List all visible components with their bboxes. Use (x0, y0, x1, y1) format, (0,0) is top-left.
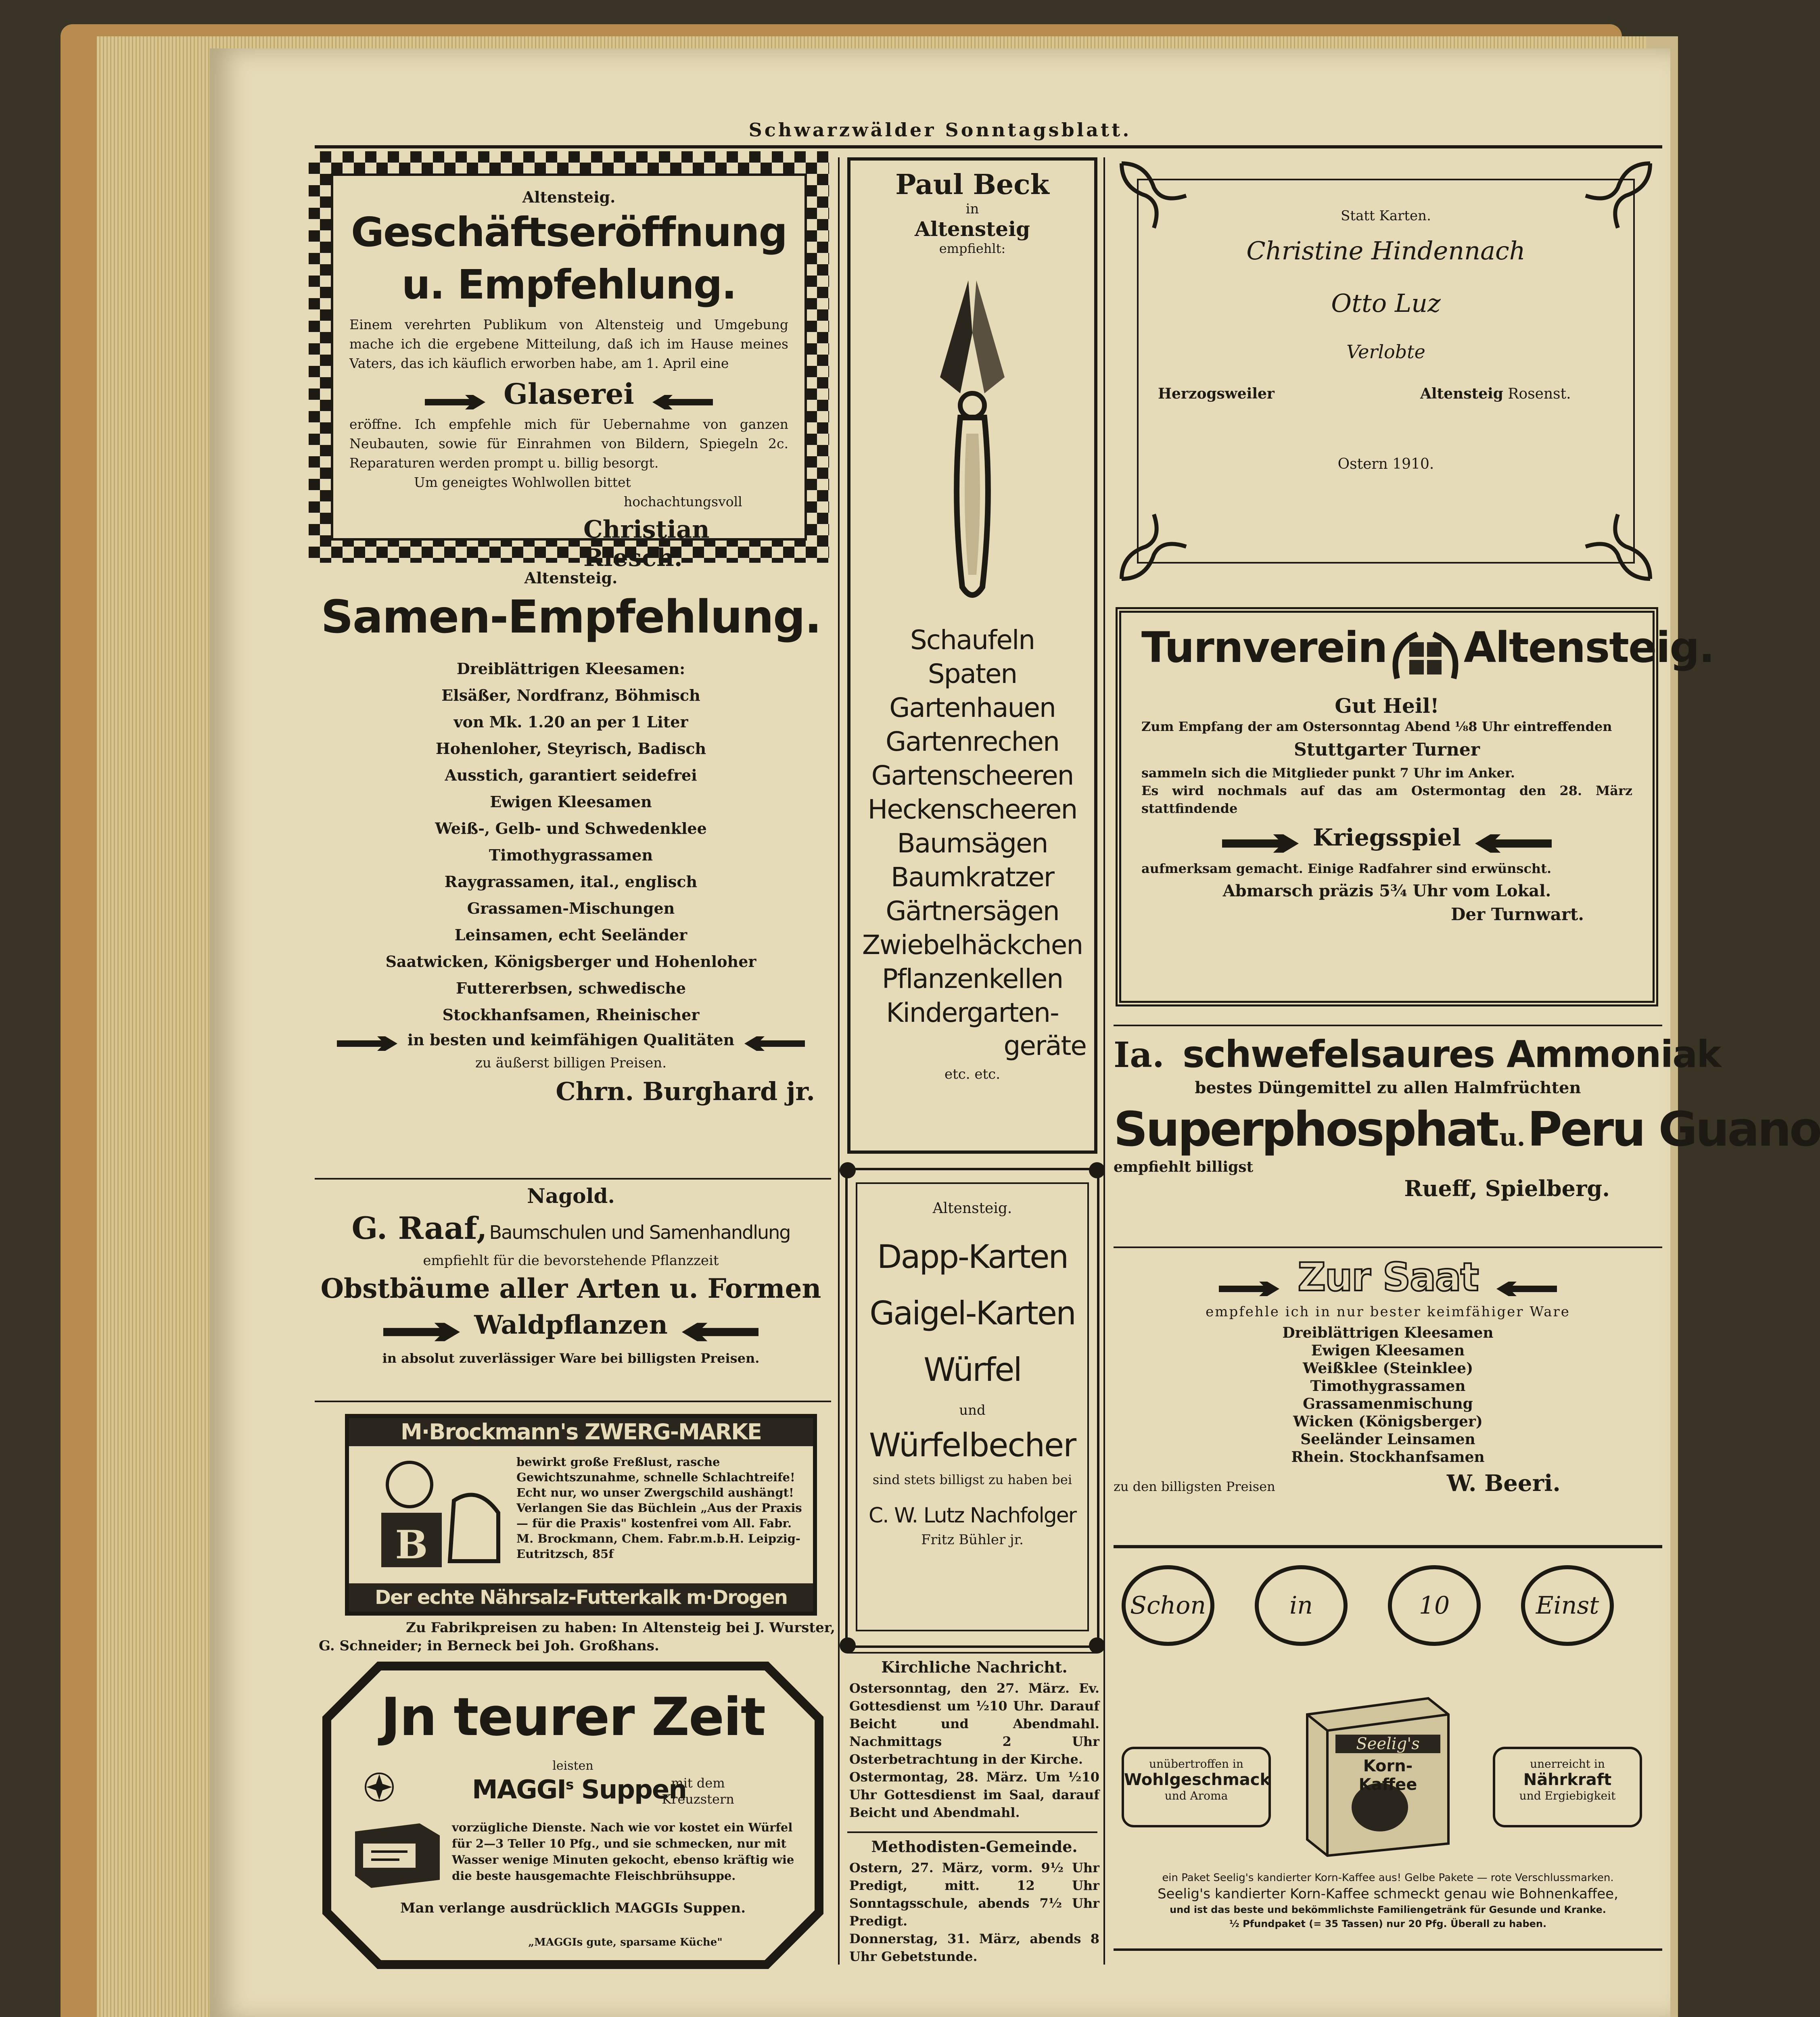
seelig-circle: 10 (1388, 1565, 1481, 1646)
burghard-product-line: Elsäßer, Nordfranz, Böhmisch (441, 686, 700, 704)
rueff-line-1a: Ia. (1114, 1035, 1164, 1075)
raaf-line-1: empfiehlt für die bevorstehende Pflanzzeit (423, 1253, 719, 1269)
newspaper-page (210, 48, 1820, 2017)
beck-etc: etc. etc. (944, 1066, 1001, 1082)
header-rule (315, 145, 1662, 148)
riesch-signature: Christian Riesch. (583, 516, 710, 572)
seelig-box-right-1: unerreicht in (1530, 1757, 1605, 1771)
seelig-box-right-3: und Ergiebigkeit (1519, 1789, 1616, 1802)
verlobung-top: Statt Karten. (1341, 208, 1431, 224)
divider (315, 1401, 831, 1402)
divider (1114, 1025, 1662, 1026)
methodisten-text-1: Ostern, 27. März, vorm. 9½ Uhr Predigt, mitt. 12 Uhr Sonntagsschule, abends 7½ Uhr Predigt. (849, 1860, 1099, 1929)
lutz-place: Altensteig. (932, 1200, 1012, 1217)
lutz-ad (845, 1168, 1099, 1648)
maggi-ad (323, 1662, 823, 1969)
burghard-quality: in besten und keimfähigen Qualitäten (407, 1031, 735, 1049)
riesch-text-1: Einem verehrten Publikum von Altensteig und Umgebung mache ich die ergebene Mitteilung, daß ich im Hause meines Vaters, das ich käuflich erworben habe, am 1. April eine (349, 317, 788, 371)
methodisten-title: Methodisten-Gemeinde. (871, 1837, 1078, 1856)
maggi-brand-s: s (566, 1777, 573, 1793)
turnverein-text-2: sammeln sich die Mitglieder punkt 7 Uhr im Anker. (1141, 765, 1515, 781)
brockmann-text: bewirkt große Freßlust, rasche Gewichtszunahme, schnelle Schlachtreife! Echt nur, wo unser Zwergschild aushängt! Verlangen Sie das Büchlein „Aus der Praxis — für die Praxis" kostenfrei vom All. Fabr. M. Brockmann, Chem. Fabr.m.b.H. Leipzig-Eutritzsch, 85f (516, 1455, 802, 1561)
riesch-text-2: eröffne. Ich empfehle mich für Uebernahme von ganzen Neubauten, sowie für Einrahmen von Bildern, Spiegeln 2c. Reparaturen werden prompt u. billig besorgt. (349, 416, 788, 471)
beck-ad (847, 157, 1097, 1154)
rueff-line-3b: u. (1499, 1123, 1525, 1152)
seelig-line-2: Seelig's kandierter Korn-Kaffee schmeckt genau wie Bohnenkaffee, (1158, 1886, 1618, 1902)
burghard-product-line: Grassamen-Mischungen (467, 899, 675, 917)
maggi-request: Man verlange ausdrücklich MAGGIs Suppen. (400, 1900, 746, 1916)
beck-item: Baumkratzer (891, 862, 1054, 893)
burghard-product-line: Ausstich, garantiert seidefrei (445, 766, 697, 784)
raaf-name: G. Raaf, (351, 1210, 487, 1246)
verlobung-name-2: Otto Luz (1331, 288, 1441, 318)
seelig-box-left-3: und Aroma (1164, 1789, 1228, 1802)
column-rule-1 (838, 157, 840, 1965)
beeri-item: Seeländer Leinsamen (1300, 1431, 1475, 1448)
brockmann-letter: B (381, 1523, 442, 1567)
beeri-intro: empfehle ich in nur bester keimfähiger Ware (1206, 1304, 1570, 1320)
lutz-item: Dapp-Karten (877, 1238, 1068, 1276)
pointing-hand-icon (1222, 831, 1299, 856)
column-rule-2 (1103, 157, 1105, 1965)
beck-recommends: empfiehlt: (939, 241, 1006, 256)
lutz-price: sind stets billigst zu haben bei (872, 1472, 1072, 1487)
burghard-ad (311, 569, 831, 1186)
pointing-hand-icon (744, 1036, 805, 1052)
seelig-circle: Einst (1521, 1565, 1614, 1646)
turnverein-greeting: Gut Heil! (1335, 693, 1439, 718)
turner-cross-emblem-icon (1389, 630, 1462, 691)
pruning-shears-icon (932, 272, 1013, 615)
rueff-line-4: empfiehlt billigst (1114, 1159, 1254, 1176)
brockmann-ad (345, 1414, 817, 1616)
burghard-product-line: von Mk. 1.20 an per 1 Liter (453, 713, 688, 731)
maggi-slogan: „MAGGIs gute, sparsame Küche" (528, 1936, 723, 1948)
turnverein-ad (1116, 607, 1714, 1006)
turnverein-signature: Der Turnwart. (1450, 904, 1584, 924)
maggi-star-icon (363, 1771, 395, 1803)
burghard-product-line: Ewigen Kleesamen (490, 793, 652, 811)
beck-item: Kindergarten- (886, 997, 1059, 1028)
burghard-product-line: Weiß-, Gelb- und Schwedenklee (435, 819, 707, 837)
methodisten-gemeinde (849, 1837, 1099, 1965)
seelig-line-4: ½ Pfundpaket (= 35 Tassen) nur 20 Pfg. Überall zu haben. (1229, 1918, 1547, 1929)
riesch-trade: Glaserei (504, 377, 634, 411)
brockmann-banner: M·Brockmann's ZWERG-MARKE (349, 1418, 813, 1446)
turnverein-text-5: Abmarsch präzis 5¾ Uhr vom Lokal. (1222, 881, 1551, 900)
verlobung-ad (1114, 155, 1658, 587)
riesch-greeting: hochachtungsvoll (624, 494, 742, 509)
maggi-headline: Jn teurer Zeit (381, 1686, 765, 1748)
lutz-name: C. W. Lutz Nachfolger (868, 1503, 1076, 1528)
beck-item: Spaten (928, 658, 1017, 689)
turnverein-guests: Stuttgarter Turner (1293, 739, 1480, 760)
seelig-package (1299, 1690, 1452, 1860)
pointing-hand-icon (383, 1320, 460, 1344)
verlobung-place-2b: Rosenst. (1508, 386, 1571, 402)
divider (847, 1831, 1097, 1833)
riesch-headline: Geschäftseröffnung u. Empfehlung. (351, 209, 787, 308)
verlobung-place-2: Altensteig (1420, 385, 1503, 402)
burghard-product-line: Stockhanfsamen, Rheinischer (442, 1006, 700, 1024)
beck-item: Zwiebelhäckchen (862, 929, 1083, 960)
lutz-item: Gaigel-Karten (869, 1295, 1075, 1332)
burghard-product-line: Leinsamen, echt Seeländer (454, 926, 687, 944)
burghard-product-line: Futtererbsen, schwedische (456, 979, 686, 997)
beeri-signature: W. Beeri. (1446, 1470, 1561, 1497)
beck-last-item: geräte (1003, 1030, 1086, 1061)
brockmann-dealers-1: Zu Fabrikpreisen zu haben: In Altensteig bei J. Wurster, (406, 1620, 835, 1636)
divider (847, 1652, 1097, 1654)
beeri-price: zu den billigsten Preisen (1114, 1479, 1275, 1494)
rueff-signature: Rueff, Spielberg. (1404, 1176, 1610, 1201)
rueff-line-3c: Peru Guano (1527, 1101, 1820, 1157)
lutz-item-list (857, 1229, 1087, 1398)
brockmann-dealers-2: G. Schneider; in Berneck bei Joh. Großhans. (319, 1638, 659, 1654)
maggi-body: vorzügliche Dienste. Nach wie vor kostet ein Würfel für 2—3 Teller 10 Pfg., und sie schmecken, nur mit Wasser wenige Minuten gekocht, ebenso kräftig wie die beste hausgemachte Fleischbrühsuppe. (452, 1821, 794, 1883)
maggi-leisten: leisten (552, 1759, 593, 1773)
seelig-box-left-1: unübertroffen in (1149, 1757, 1243, 1771)
seelig-package-name: Korn-Kaffee (1358, 1757, 1417, 1794)
beck-item: Heckenscheeren (867, 794, 1077, 825)
riesch-place: Altensteig. (522, 188, 616, 206)
ornament-corner-icon (840, 1637, 856, 1654)
seelig-line-1: ein Paket Seelig's kandierter Korn-Kaffee aus! Gelbe Pakete — rote Verschlussmarken. (1162, 1872, 1614, 1884)
turnverein-event: Kriegsspiel (1312, 823, 1461, 851)
kirchliche-nachricht (849, 1658, 1099, 1821)
burghard-signature: Chrn. Burghard jr. (556, 1076, 815, 1106)
beeri-item: Timothygrassamen (1310, 1378, 1466, 1395)
burghard-product-line: Hohenloher, Steyrisch, Badisch (435, 739, 706, 758)
kirchliche-title: Kirchliche Nachricht. (881, 1658, 1068, 1676)
maggi-product: Suppen (581, 1775, 686, 1805)
beck-item-list (850, 623, 1094, 1030)
beck-item: Gartenrechen (886, 726, 1059, 757)
riesch-text-3: Um geneigtes Wohlwollen bittet (414, 474, 631, 490)
lutz-und: und (959, 1402, 986, 1418)
burghard-product-list (311, 656, 831, 1028)
seelig-circle: Schon (1122, 1565, 1214, 1646)
beck-name: Paul Beck (895, 169, 1049, 201)
turnverein-headline-right: Altensteig. (1463, 623, 1714, 672)
seelig-line-3: und ist das beste und bekömmlichste Familiengetränk für Gesunde und Kranke. (1170, 1904, 1606, 1915)
rueff-line-2: bestes Düngemittel zu allen Halmfrüchten (1195, 1078, 1581, 1097)
beck-item: Gartenscheeren (871, 760, 1074, 791)
ornament-corner-icon (1089, 1162, 1105, 1178)
kirchliche-text-1: Ostersonntag, den 27. März. Ev. Gottesdienst um ½10 Uhr. Darauf Beicht und Abendmahl. Nachmittags 2 Uhr Osterbetrachtung in der Kirche. (849, 1681, 1099, 1767)
seelig-box-right (1493, 1747, 1642, 1827)
beeri-item: Grassamenmischung (1303, 1395, 1473, 1412)
burghard-price: zu äußerst billigen Preisen. (475, 1054, 667, 1071)
raaf-place: Nagold. (527, 1184, 615, 1208)
verlobung-date: Ostern 1910. (1337, 456, 1434, 472)
beeri-headline: Zur Saat (1298, 1255, 1478, 1300)
divider (1114, 1247, 1662, 1248)
brockmann-footer-banner: Der echte Nährsalz-Futterkalk m·Drogen (349, 1583, 813, 1612)
raaf-line-3: Waldpflanzen (474, 1310, 668, 1340)
beck-in: in (965, 201, 979, 217)
raaf-business: Baumschulen und Samenhandlung (489, 1221, 790, 1243)
maggi-brand: MAGGI (472, 1775, 566, 1805)
beck-item: Gartenhauen (889, 692, 1055, 723)
raaf-line-2: Obstbäume aller Arten u. Formen (320, 1273, 821, 1304)
kirchliche-text-2: Ostermontag, 28. März. Um ½10 Uhr Gottesdienst im Saal, darauf Beicht und Abendmahl. (849, 1769, 1099, 1820)
lutz-owner: Fritz Bühler jr. (921, 1532, 1024, 1548)
methodisten-text-2: Donnerstag, 31. März, abends 8 Uhr Gebetstunde. (849, 1931, 1099, 1964)
beck-item: Schaufeln (910, 624, 1035, 656)
beeri-item: Wicken (Königsberger) (1293, 1413, 1483, 1430)
divider (1114, 1545, 1662, 1548)
beck-item: Baumsägen (897, 828, 1048, 859)
divider (315, 1178, 831, 1180)
page-header: Schwarzwälder Sonntagsblatt. (748, 119, 1132, 141)
verlobung-status: Verlobte (1346, 341, 1425, 363)
seelig-circle-row (1114, 1557, 1662, 1654)
raaf-line-4: in absolut zuverlässiger Ware bei billigsten Preisen. (382, 1350, 760, 1366)
turnverein-headline-left: Turnverein (1141, 623, 1387, 672)
lutz-last-item: Würfelbecher (869, 1426, 1076, 1464)
beck-item: Gärtnersägen (886, 896, 1059, 927)
beeri-item: Rhein. Stockhanfsamen (1291, 1449, 1485, 1466)
burghard-product-line: Dreiblättrigen Kleesamen: (456, 660, 685, 678)
pointing-hand-icon (652, 394, 713, 410)
turnverein-text-3: Es wird nochmals auf das am Ostermontag den 28. März stattfindende (1141, 783, 1632, 816)
beeri-item: Dreiblättrigen Kleesamen (1282, 1324, 1494, 1341)
seelig-package-brand: Seelig's (1335, 1735, 1440, 1753)
lutz-item: Würfel (924, 1351, 1021, 1389)
turnverein-text-1: Zum Empfang der am Ostersonntag Abend ⅛8 Uhr eintreffenden (1141, 718, 1612, 734)
pointing-hand-icon (682, 1320, 759, 1344)
maggi-kreuzstern: mit dem Kreuzstern (662, 1775, 734, 1807)
beck-place: Altensteig (914, 217, 1030, 241)
maggi-package-icon (347, 1815, 444, 1888)
burghard-place: Altensteig. (524, 569, 618, 587)
pointing-hand-icon (425, 394, 485, 410)
rueff-ad (1114, 1033, 1820, 1242)
divider (1114, 1948, 1662, 1951)
seelig-box-left (1122, 1747, 1271, 1827)
brockmann-illustration (357, 1452, 510, 1573)
turnverein-text-4: aufmerksam gemacht. Einige Radfahrer sind erwünscht. (1141, 861, 1552, 876)
seelig-box-left-2: Wohlgeschmack (1124, 1771, 1271, 1789)
raaf-ad (311, 1184, 831, 1402)
seelig-ad (1114, 1557, 1662, 1944)
burghard-headline: Samen-Empfehlung. (321, 591, 821, 643)
burghard-product-line: Saatwicken, Königsberger und Hohenloher (385, 952, 756, 971)
riesch-ad (331, 173, 807, 572)
rueff-line-1b: schwefelsaures Ammoniak (1183, 1033, 1721, 1076)
pointing-hand-icon (1496, 1279, 1557, 1299)
beeri-item-list (1114, 1324, 1662, 1466)
ornament-corner-icon (840, 1162, 856, 1178)
ornament-corner-icon (1089, 1637, 1105, 1654)
seelig-circle: in (1255, 1565, 1348, 1646)
beck-item: Pflanzenkellen (882, 963, 1063, 994)
verlobung-place-1: Herzogsweiler (1158, 385, 1275, 402)
beeri-ad (1114, 1255, 1662, 1537)
pointing-hand-icon (1475, 831, 1552, 856)
verlobung-name-1: Christine Hindennach (1246, 236, 1525, 265)
beeri-item: Weißklee (Steinklee) (1302, 1360, 1473, 1377)
burghard-product-line: Timothygrassamen (489, 846, 653, 864)
pointing-hand-icon (337, 1036, 397, 1052)
rueff-line-3a: Superphosphat (1114, 1101, 1497, 1157)
pointing-hand-icon (1219, 1279, 1279, 1299)
burghard-product-line: Raygrassamen, ital., englisch (444, 873, 698, 891)
beeri-item: Ewigen Kleesamen (1311, 1342, 1465, 1359)
seelig-box-right-2: Nährkraft (1523, 1771, 1612, 1789)
